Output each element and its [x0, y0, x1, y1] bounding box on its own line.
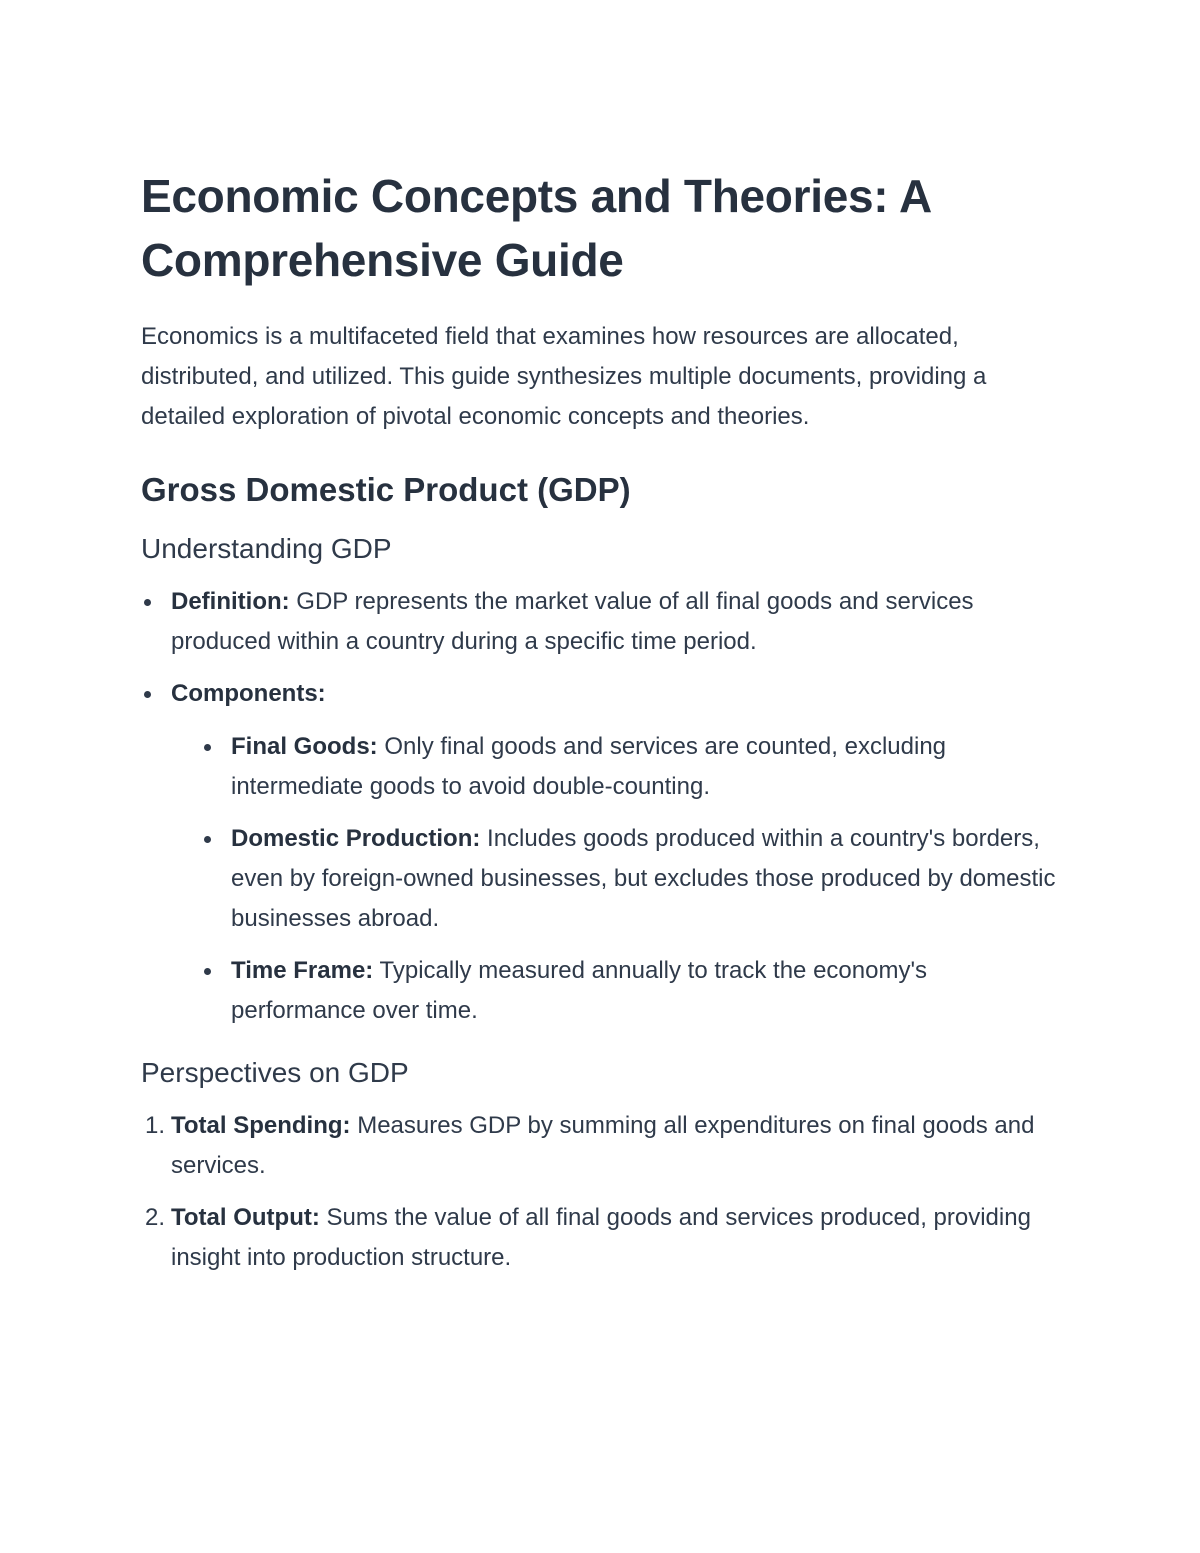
list-item-time-frame	[171, 951, 1061, 1031]
item-label: Definition:	[171, 588, 290, 615]
components-sublist	[171, 727, 1061, 1031]
list-item-total-output	[141, 1198, 1061, 1278]
item-text: GDP represents the market value of all final goods and services produced within a country during a specific time period.	[171, 588, 974, 655]
item-text: Sums the value of all final goods and services produced, providing insight into production structure.	[171, 1204, 1031, 1271]
bullet-icon	[204, 744, 211, 751]
bullet-icon	[144, 599, 151, 606]
item-label: Time Frame:	[231, 957, 374, 984]
item-text: Measures GDP by summing all expenditures on final goods and services.	[171, 1112, 1035, 1179]
bullet-icon	[204, 968, 211, 975]
list-number: 1.	[145, 1112, 166, 1139]
item-text: Only final goods and services are counted, excluding intermediate goods to avoid double-counting.	[231, 733, 947, 800]
item-label: Components:	[171, 680, 326, 707]
list-item-definition	[141, 582, 1061, 662]
page-title: Economic Concepts and Theories: A Comprehensive Guide	[141, 170, 931, 286]
list-item-components	[141, 674, 1061, 1031]
item-text: Typically measured annually to track the economy's performance over time.	[231, 957, 928, 1024]
item-text: Includes goods produced within a country's borders, even by foreign-owned businesses, but excludes those produced by domestic businesses abroad.	[231, 825, 1056, 932]
intro-paragraph: Economics is a multifaceted field that examines how resources are allocated, distributed, and utilized. This guide synthesizes multiple documents, providing a detailed exploration of pivotal economic concepts and theories.	[141, 323, 987, 430]
subheading-understanding-gdp: Understanding GDP	[141, 533, 392, 564]
section-heading-gdp: Gross Domestic Product (GDP)	[141, 471, 631, 508]
bullet-icon	[144, 691, 151, 698]
item-label: Total Output:	[171, 1204, 320, 1231]
bullet-icon	[204, 836, 211, 843]
list-item-total-spending	[141, 1106, 1061, 1186]
list-number: 2.	[145, 1204, 166, 1231]
item-label: Final Goods:	[231, 733, 378, 760]
item-label: Domestic Production:	[231, 825, 481, 852]
list-item-final-goods	[171, 727, 1061, 807]
document-page	[141, 164, 1061, 1278]
perspectives-list	[141, 1106, 1061, 1278]
subheading-perspectives-gdp: Perspectives on GDP	[141, 1057, 409, 1088]
understanding-gdp-list	[141, 582, 1061, 1031]
item-label: Total Spending:	[171, 1112, 351, 1139]
list-item-domestic-production	[171, 819, 1061, 939]
